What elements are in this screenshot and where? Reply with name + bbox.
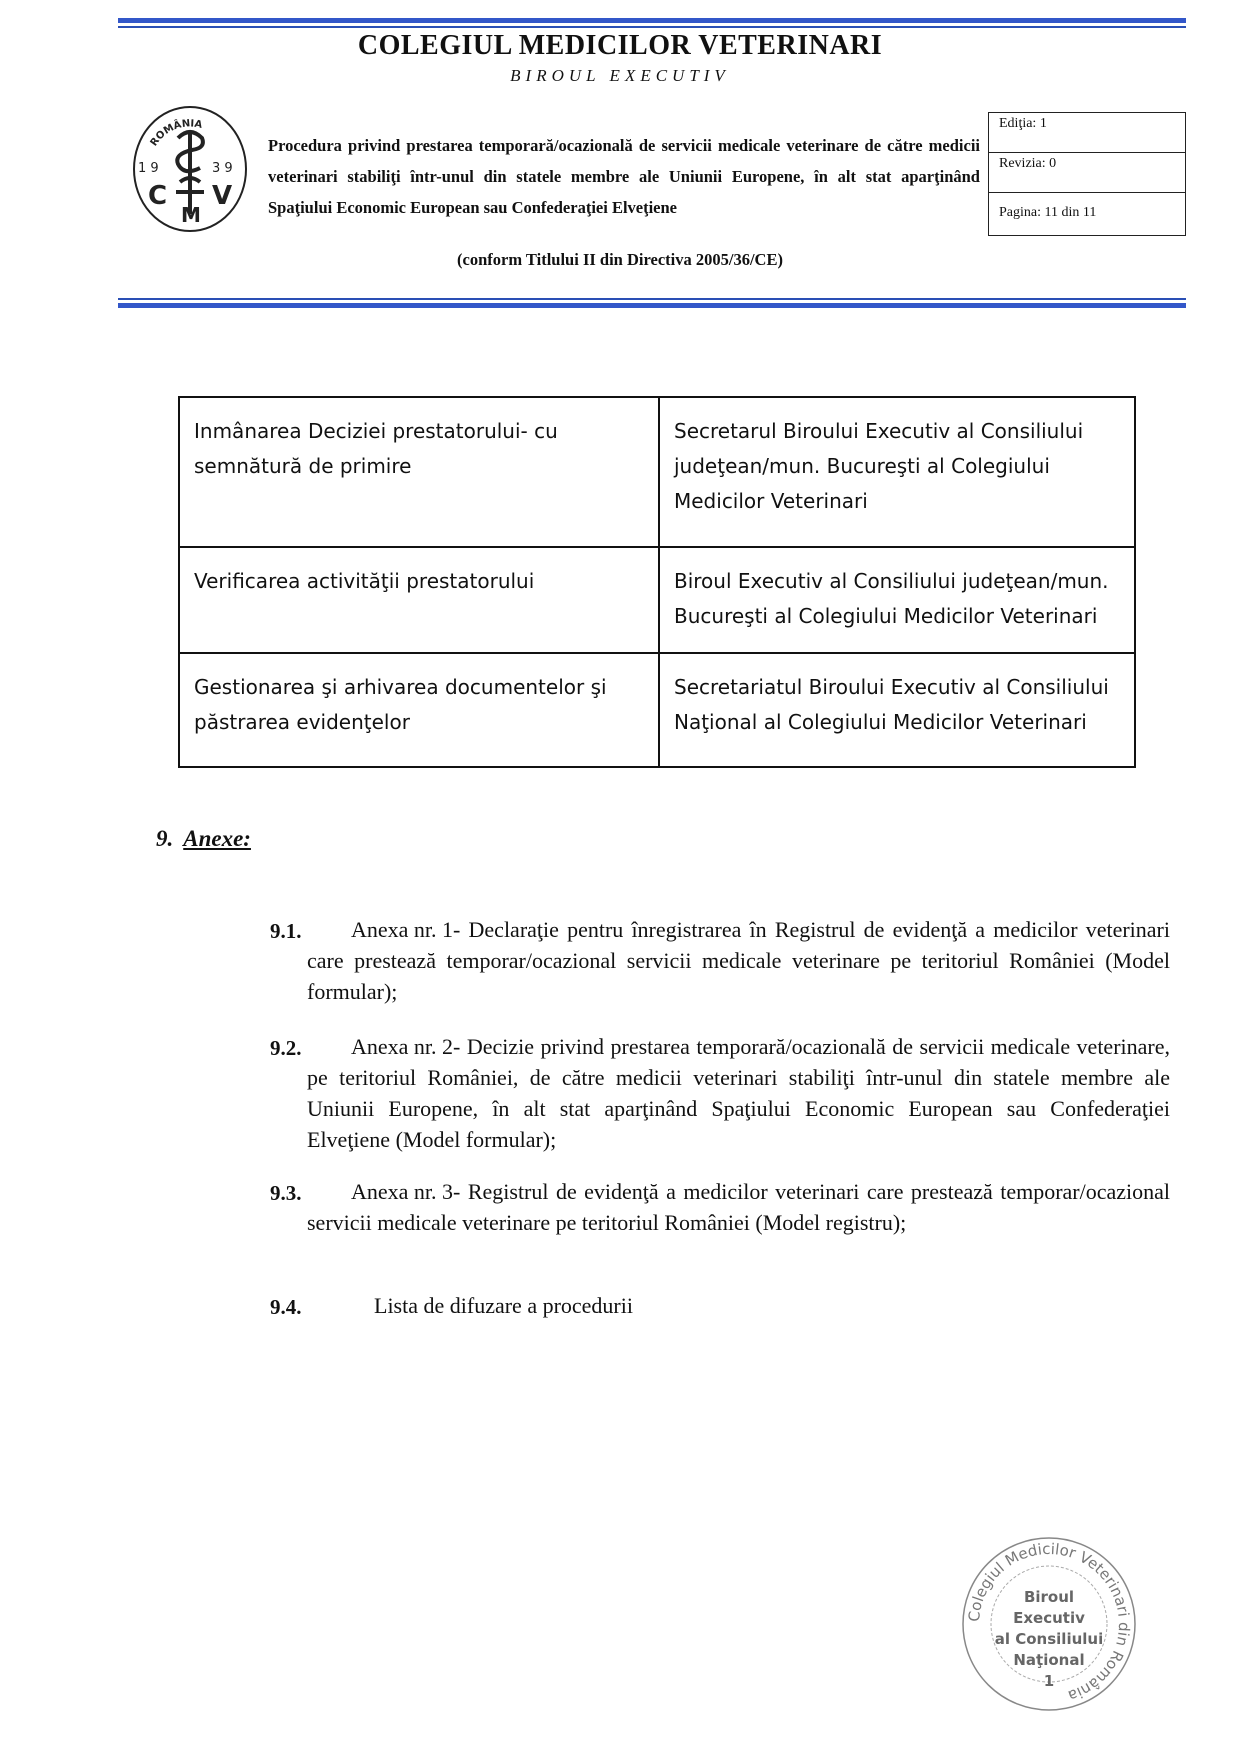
annex-lead: Anexa nr. 3- — [351, 1179, 461, 1204]
edition-label: Ediţia: 1 — [989, 113, 1185, 153]
annex-text: Registrul de evidenţă a medicilor veterinari care prestează temporar/ocazional servicii medicale veterinare pe teritoriul României (Model registru); — [307, 1179, 1171, 1235]
stamp-number: 1 — [1043, 1672, 1055, 1690]
activity-cell: Gestionarea şi arhivarea documentelor şi păstrarea evidenţelor — [179, 653, 659, 767]
annex-section-number: 9. — [156, 826, 174, 851]
logo-letter-c: C — [148, 181, 168, 211]
stamp-line: Biroul — [1023, 1588, 1075, 1606]
list-item — [270, 1290, 1170, 1321]
header-top-rule — [118, 18, 1186, 28]
annex-section-title: Anexe: — [183, 826, 251, 851]
responsible-cell: Biroul Executiv al Consiliului judeţean/mun. Bucureşti al Colegiului Medicilor Veterinari — [659, 547, 1135, 653]
org-name: COLEGIUL MEDICILOR VETERINARI — [357, 30, 883, 61]
annex-number: 9.2. — [270, 1036, 302, 1060]
official-stamp — [960, 1535, 1138, 1713]
header-bottom-rule — [118, 298, 1186, 308]
annex-number: 9.1. — [270, 919, 302, 943]
activity-cell: Verificarea activităţii prestatorului — [179, 547, 659, 653]
activity-cell: Inmânarea Deciziei prestatorului- cu semnătură de primire — [179, 397, 659, 547]
stamp-line: al Consiliului — [994, 1630, 1104, 1648]
stamp-line: Naţional — [1013, 1651, 1085, 1669]
document-meta-box — [988, 112, 1186, 236]
table-row — [179, 397, 1135, 547]
stamp-line: Executiv — [1013, 1609, 1085, 1627]
list-item — [270, 914, 1170, 1007]
cmv-logo — [130, 104, 250, 234]
responsible-cell: Secretarul Biroului Executiv al Consiliului judeţean/mun. Bucureşti al Colegiului Medicilor Veterinari — [659, 397, 1135, 547]
procedure-title: Procedura privind prestarea temporară/ocazională de servicii medicale veterinare de către medicii veterinari stabiliţi într-unul din statele membre ale Uniunii Europene, în alt stat aparţinând Spaţiului Economic European sau Confederaţiei Elveţiene — [268, 136, 980, 217]
stamp-center — [960, 1587, 1138, 1692]
responsibilities-table — [178, 396, 1136, 768]
page-label: Pagina: 11 din 11 — [999, 205, 1097, 220]
annex-lead: Anexa nr. 1- — [351, 917, 461, 942]
logo-year-left: 1 9 — [138, 161, 159, 176]
table-row — [179, 547, 1135, 653]
directive-note: (conform Titlului II din Directiva 2005/36/CE) — [457, 250, 783, 269]
table-row — [179, 653, 1135, 767]
annex-text: Declaraţie pentru înregistrarea în Registrul de evidenţă a medicilor veterinari care prestează temporar/ocazional servicii medicale veterinare pe teritoriul României (Model formular); — [307, 917, 1170, 1004]
annex-section-heading — [156, 826, 251, 852]
annex-lead: Anexa nr. 2- — [351, 1034, 461, 1059]
stamp-ring-text: Colegiul Medicilor Veterinari din România — [964, 1539, 1134, 1706]
logo-letter-v: V — [212, 181, 233, 211]
list-item — [270, 1031, 1170, 1155]
org-subtitle: BIROUL EXECUTIV — [510, 66, 730, 85]
revision-label: Revizia: 0 — [989, 153, 1185, 193]
responsible-cell: Secretariatul Biroului Executiv al Consiliului Naţional al Colegiului Medicilor Veterinari — [659, 653, 1135, 767]
logo-year-right: 3 9 — [212, 161, 233, 176]
logo-arc-text: ROMÂNIA — [148, 118, 204, 149]
annex-number: 9.4. — [270, 1295, 302, 1319]
annex-number: 9.3. — [270, 1181, 302, 1205]
caduceus-icon — [176, 132, 204, 214]
annex-text: Decizie privind prestarea temporară/ocazională de servicii medicale veterinare, pe teritoriul României, de către medicii veterinari stabiliţi într-unul din statele membre ale Uniunii Europene, în alt stat aparţinând Spaţiului Economic European sau Confederaţiei Elveţiene (Model formular); — [307, 1034, 1170, 1152]
list-item — [270, 1176, 1170, 1238]
logo-letter-m: M — [181, 203, 201, 227]
annex-text: Lista de difuzare a procedurii — [374, 1293, 633, 1318]
